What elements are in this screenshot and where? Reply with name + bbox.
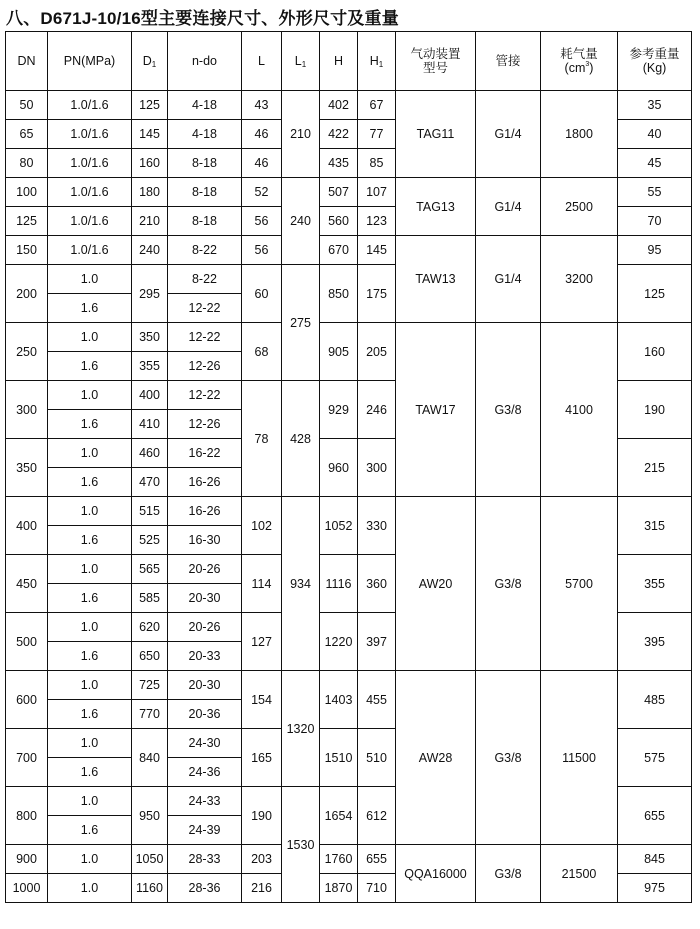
cell-l: 216 [242,874,282,903]
table-row [6,845,692,874]
weight-header-line1: 参考重量 [629,47,680,61]
cell-h: 402 [320,91,358,120]
cell-l1: 1530 [282,787,320,903]
cell-ndo: 16-22 [168,439,242,468]
cell-ndo: 12-22 [168,323,242,352]
cell-dn: 350 [6,439,48,497]
cell-pn: 1.6 [48,758,132,787]
cell-dn: 150 [6,236,48,265]
cell-h1: 123 [358,207,396,236]
col-h-header: H [320,32,358,91]
cell-pn: 1.6 [48,526,132,555]
cell-h1: 612 [358,787,396,845]
cell-weight: 45 [618,149,692,178]
cell-h: 435 [320,149,358,178]
h1-subscript: 1 [378,60,384,69]
cell-h: 960 [320,439,358,497]
col-l1-header [282,32,320,91]
cell-air: 3200 [541,236,618,323]
cell-pipe: G3/8 [476,671,541,845]
cell-dn: 500 [6,613,48,671]
cell-pn: 1.0 [48,265,132,294]
table-row [6,323,692,352]
col-weight-header [618,32,692,91]
cell-d1: 650 [132,642,168,671]
cell-h: 905 [320,323,358,381]
d1-subscript: 1 [151,60,157,69]
cell-dn: 400 [6,497,48,555]
device-header-line2: 型号 [422,61,448,75]
cell-pn: 1.6 [48,468,132,497]
cell-d1: 355 [132,352,168,381]
cell-l: 56 [242,207,282,236]
cell-device-model: AW28 [396,671,476,845]
cell-dn: 50 [6,91,48,120]
cell-weight: 160 [618,323,692,381]
cell-h: 1654 [320,787,358,845]
cell-device-model: AW20 [396,497,476,671]
cell-h1: 205 [358,323,396,381]
cell-d1: 145 [132,120,168,149]
cell-ndo: 24-36 [168,758,242,787]
cell-l: 56 [242,236,282,265]
cell-l1: 210 [282,91,320,178]
cell-h: 560 [320,207,358,236]
cell-weight: 55 [618,178,692,207]
cell-h1: 77 [358,120,396,149]
cell-pn: 1.0 [48,845,132,874]
cell-pipe: G3/8 [476,845,541,903]
cell-pn: 1.6 [48,816,132,845]
cell-weight: 40 [618,120,692,149]
cell-h1: 85 [358,149,396,178]
cell-pn: 1.0 [48,613,132,642]
cell-d1: 725 [132,671,168,700]
cell-h: 929 [320,381,358,439]
cell-d1: 180 [132,178,168,207]
cell-ndo: 16-26 [168,468,242,497]
cell-ndo: 12-22 [168,381,242,410]
cell-pipe: G1/4 [476,178,541,236]
cell-ndo: 12-22 [168,294,242,323]
spec-table [5,31,692,903]
cell-ndo: 20-30 [168,671,242,700]
cell-h1: 145 [358,236,396,265]
cell-h: 850 [320,265,358,323]
cell-l: 46 [242,149,282,178]
cell-d1: 565 [132,555,168,584]
cell-d1: 950 [132,787,168,845]
cell-weight: 190 [618,381,692,439]
cell-d1: 1160 [132,874,168,903]
air-unit-sup: 3 [585,61,590,68]
cell-dn: 900 [6,845,48,874]
weight-header-line2: (Kg) [642,61,667,75]
cell-d1: 240 [132,236,168,265]
cell-d1: 770 [132,700,168,729]
cell-air: 5700 [541,497,618,671]
cell-ndo: 20-30 [168,584,242,613]
cell-l1: 934 [282,497,320,671]
cell-ndo: 8-22 [168,265,242,294]
cell-dn: 80 [6,149,48,178]
cell-ndo: 8-18 [168,207,242,236]
cell-h1: 300 [358,439,396,497]
cell-d1: 295 [132,265,168,323]
cell-device-model: QQA16000 [396,845,476,903]
cell-l1: 275 [282,265,320,381]
cell-l: 78 [242,381,282,497]
cell-l: 127 [242,613,282,671]
cell-ndo: 28-33 [168,845,242,874]
cell-h1: 510 [358,729,396,787]
cell-l: 43 [242,91,282,120]
table-row [6,671,692,700]
cell-dn: 700 [6,729,48,787]
cell-h: 670 [320,236,358,265]
col-air-header [541,32,618,91]
table-row [6,236,692,265]
cell-h: 1760 [320,845,358,874]
cell-pn: 1.0 [48,439,132,468]
cell-ndo: 20-26 [168,613,242,642]
cell-h1: 107 [358,178,396,207]
cell-h1: 67 [358,91,396,120]
page-title: 八、D671J-10/16型主要连接尺寸、外形尺寸及重量 [6,9,399,28]
cell-d1: 620 [132,613,168,642]
cell-ndo: 20-26 [168,555,242,584]
cell-l: 114 [242,555,282,613]
cell-l1: 240 [282,178,320,265]
cell-dn: 250 [6,323,48,381]
cell-weight: 125 [618,265,692,323]
cell-h1: 655 [358,845,396,874]
cell-weight: 315 [618,497,692,555]
table-row [6,178,692,207]
cell-h1: 710 [358,874,396,903]
cell-d1: 515 [132,497,168,526]
cell-pn: 1.6 [48,410,132,439]
cell-dn: 1000 [6,874,48,903]
cell-ndo: 4-18 [168,91,242,120]
cell-l: 165 [242,729,282,787]
cell-ndo: 24-39 [168,816,242,845]
cell-device-model: TAW13 [396,236,476,323]
cell-l: 52 [242,178,282,207]
cell-d1: 470 [132,468,168,497]
cell-weight: 845 [618,845,692,874]
cell-pn: 1.0 [48,874,132,903]
cell-weight: 395 [618,613,692,671]
cell-air: 4100 [541,323,618,497]
cell-pn: 1.6 [48,700,132,729]
cell-pipe: G1/4 [476,236,541,323]
cell-ndo: 16-26 [168,497,242,526]
cell-dn: 65 [6,120,48,149]
cell-h: 1052 [320,497,358,555]
cell-ndo: 12-26 [168,410,242,439]
cell-pn: 1.0/1.6 [48,207,132,236]
cell-pn: 1.0 [48,497,132,526]
cell-dn: 600 [6,671,48,729]
cell-d1: 160 [132,149,168,178]
cell-device-model: TAW17 [396,323,476,497]
cell-l1: 1320 [282,671,320,787]
cell-pn: 1.0/1.6 [48,178,132,207]
air-unit-pre: (cm [564,61,586,75]
cell-pn: 1.6 [48,642,132,671]
air-header-line1: 耗气量 [560,47,598,61]
cell-ndo: 4-18 [168,120,242,149]
cell-h1: 246 [358,381,396,439]
cell-pn: 1.6 [48,584,132,613]
cell-ndo: 8-22 [168,236,242,265]
cell-h: 1510 [320,729,358,787]
l1-subscript: 1 [301,60,307,69]
cell-weight: 70 [618,207,692,236]
cell-d1: 460 [132,439,168,468]
cell-pn: 1.0 [48,323,132,352]
device-header-line1: 气动装置 [410,47,461,61]
cell-weight: 35 [618,91,692,120]
cell-device-model: TAG13 [396,178,476,236]
d1-label: D [142,54,152,68]
cell-d1: 125 [132,91,168,120]
cell-h1: 397 [358,613,396,671]
cell-h1: 175 [358,265,396,323]
cell-air: 1800 [541,91,618,178]
cell-ndo: 16-30 [168,526,242,555]
cell-pipe: G3/8 [476,323,541,497]
cell-air: 21500 [541,845,618,903]
cell-ndo: 24-33 [168,787,242,816]
cell-ndo: 28-36 [168,874,242,903]
cell-pn: 1.6 [48,352,132,381]
cell-l1: 428 [282,381,320,497]
cell-pn: 1.0/1.6 [48,236,132,265]
cell-ndo: 20-36 [168,700,242,729]
cell-weight: 355 [618,555,692,613]
cell-l: 154 [242,671,282,729]
cell-ndo: 20-33 [168,642,242,671]
cell-dn: 125 [6,207,48,236]
cell-pipe: G3/8 [476,497,541,671]
cell-weight: 975 [618,874,692,903]
cell-h1: 360 [358,555,396,613]
table-row [6,91,692,120]
air-unit-post: ) [589,61,594,75]
cell-h: 1403 [320,671,358,729]
cell-dn: 800 [6,787,48,845]
cell-pn: 1.0/1.6 [48,120,132,149]
cell-d1: 410 [132,410,168,439]
cell-d1: 840 [132,729,168,787]
cell-l: 46 [242,120,282,149]
cell-l: 60 [242,265,282,323]
cell-weight: 215 [618,439,692,497]
col-pn-header: PN(MPa) [48,32,132,91]
cell-ndo: 8-18 [168,178,242,207]
col-l-header: L [242,32,282,91]
cell-pn: 1.0/1.6 [48,91,132,120]
cell-l: 102 [242,497,282,555]
cell-h: 1116 [320,555,358,613]
col-h1-header [358,32,396,91]
col-device-header [396,32,476,91]
cell-ndo: 24-30 [168,729,242,758]
cell-pipe: G1/4 [476,91,541,178]
cell-d1: 525 [132,526,168,555]
cell-l: 203 [242,845,282,874]
cell-l: 190 [242,787,282,845]
cell-h: 1220 [320,613,358,671]
col-ndo-header: n-do [168,32,242,91]
cell-d1: 400 [132,381,168,410]
cell-dn: 100 [6,178,48,207]
cell-d1: 1050 [132,845,168,874]
h1-label: H [369,54,379,68]
cell-air: 11500 [541,671,618,845]
cell-h: 1870 [320,874,358,903]
col-d1-header [132,32,168,91]
cell-weight: 575 [618,729,692,787]
cell-dn: 300 [6,381,48,439]
col-dn-header: DN [6,32,48,91]
table-row [6,497,692,526]
l1-label: L [294,54,302,68]
cell-dn: 200 [6,265,48,323]
col-pipe-header: 管接 [476,32,541,91]
cell-h1: 330 [358,497,396,555]
cell-pn: 1.0 [48,381,132,410]
cell-l: 68 [242,323,282,381]
cell-dn: 450 [6,555,48,613]
cell-ndo: 12-26 [168,352,242,381]
cell-pn: 1.0 [48,671,132,700]
cell-pn: 1.0/1.6 [48,149,132,178]
cell-pn: 1.0 [48,787,132,816]
cell-weight: 485 [618,671,692,729]
cell-device-model: TAG11 [396,91,476,178]
header-row [6,32,692,91]
cell-ndo: 8-18 [168,149,242,178]
cell-pn: 1.6 [48,294,132,323]
cell-pn: 1.0 [48,729,132,758]
cell-weight: 655 [618,787,692,845]
cell-d1: 585 [132,584,168,613]
cell-d1: 350 [132,323,168,352]
cell-h1: 455 [358,671,396,729]
cell-pn: 1.0 [48,555,132,584]
cell-h: 507 [320,178,358,207]
cell-weight: 95 [618,236,692,265]
cell-air: 2500 [541,178,618,236]
cell-d1: 210 [132,207,168,236]
cell-h: 422 [320,120,358,149]
